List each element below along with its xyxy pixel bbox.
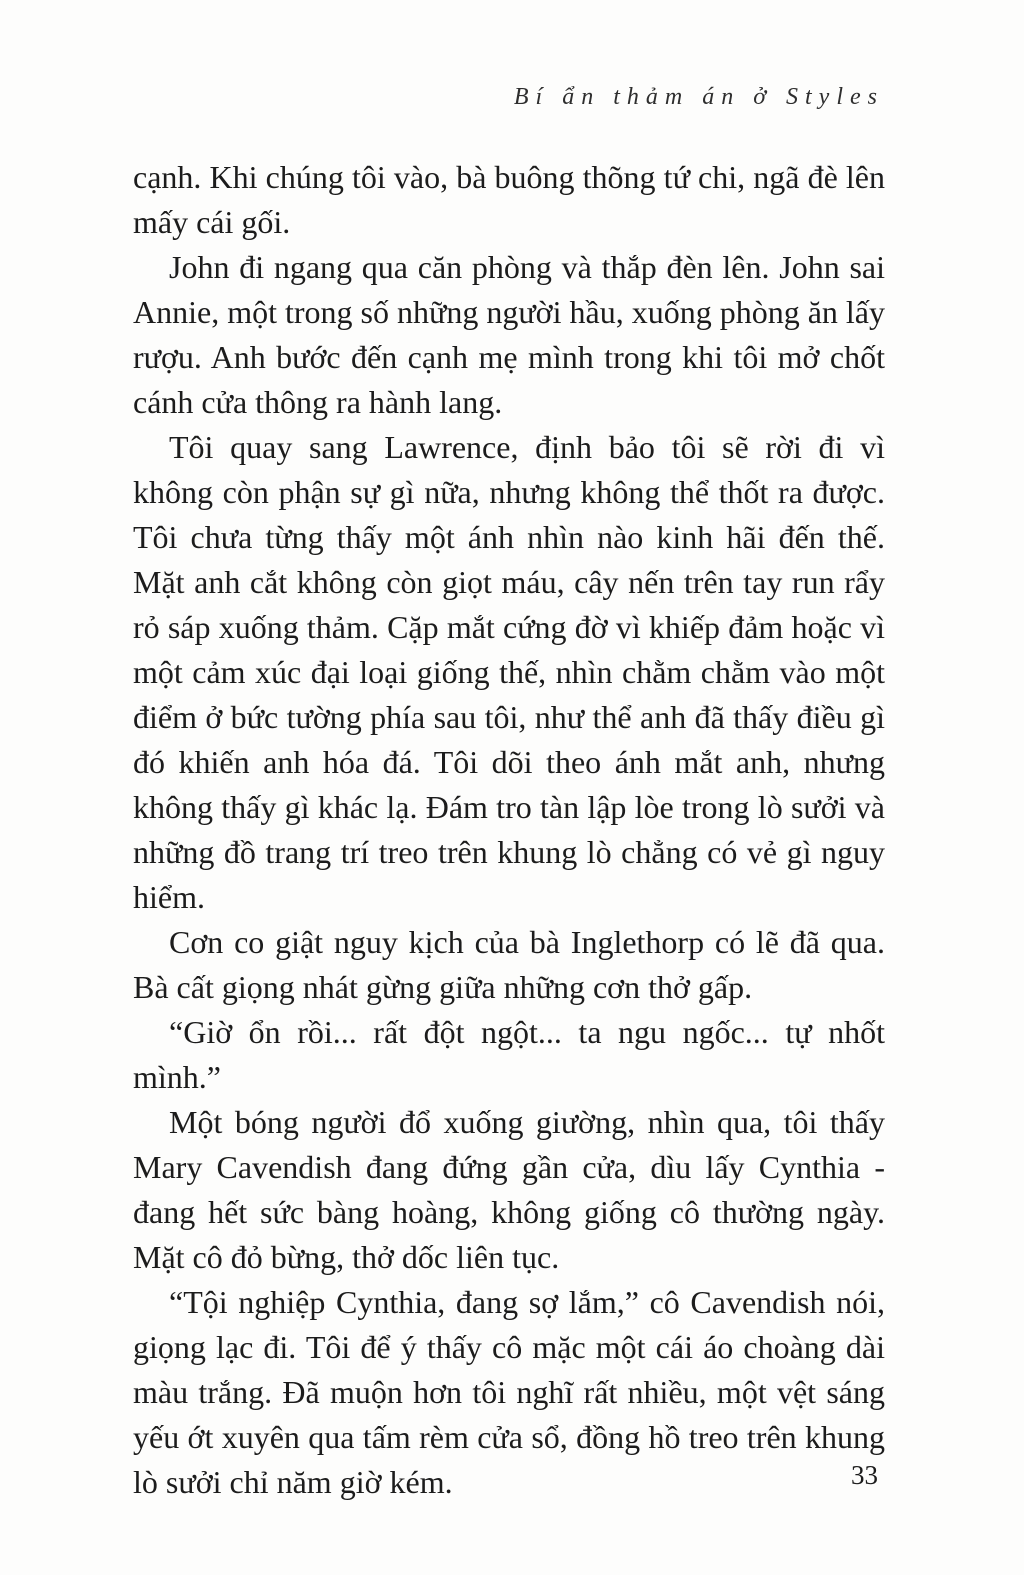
paragraph: John đi ngang qua căn phòng và thắp đèn lên. John sai Annie, một trong số những người hầu, xuống phòng ăn lấy rượu. Anh bước đến cạnh mẹ mình trong khi tôi mở chốt cánh cửa thông ra hành lang. (133, 249, 885, 420)
paragraph: Một bóng người đổ xuống giường, nhìn qua, tôi thấy Mary Cavendish đang đứng gần cửa, dìu lấy Cynthia - đang hết sức bàng hoàng, không giống cô thường ngày. Mặt cô đỏ bừng, thở dốc liên tục. (133, 1104, 885, 1275)
running-header: Bí ẩn thảm án ở Styles (513, 84, 884, 110)
page-number: 33 (851, 1460, 878, 1490)
paragraph: cạnh. Khi chúng tôi vào, bà buông thõng tứ chi, ngã đè lên mấy cái gối. (133, 159, 885, 240)
paragraph: “Giờ ổn rồi... rất đột ngột... ta ngu ngốc... tự nhốt mình.” (133, 1014, 885, 1095)
paragraph: Cơn co giật nguy kịch của bà Inglethorp có lẽ đã qua. Bà cất giọng nhát gừng giữa những cơn thở gấp. (133, 924, 885, 1005)
body-text (133, 155, 885, 1505)
paragraph: “Tội nghiệp Cynthia, đang sợ lắm,” cô Cavendish nói, giọng lạc đi. Tôi để ý thấy cô mặc một cái áo choàng dài màu trắng. Đã muộn hơn tôi nghĩ rất nhiều, một vệt sáng yếu ớt xuyên qua tấm rèm cửa sổ, đồng hồ treo trên khung lò sưởi chỉ năm giờ kém. (133, 1284, 885, 1500)
paragraph: Tôi quay sang Lawrence, định bảo tôi sẽ rời đi vì không còn phận sự gì nữa, nhưng không thể thốt ra được. Tôi chưa từng thấy một ánh nhìn nào kinh hãi đến thế. Mặt anh cắt không còn giọt máu, cây nến trên tay run rẩy rỏ sáp xuống thảm. Cặp mắt cứng đờ vì khiếp đảm hoặc vì một cảm xúc đại loại giống thế, nhìn chằm chằm vào một điểm ở bức tường phía sau tôi, như thể anh đã thấy điều gì đó khiến anh hóa đá. Tôi dõi theo ánh mắt anh, nhưng không thấy gì khác lạ. Đám tro tàn lập lòe trong lò sưởi và những đồ trang trí treo trên khung lò chẳng có vẻ gì nguy hiểm. (133, 429, 885, 915)
